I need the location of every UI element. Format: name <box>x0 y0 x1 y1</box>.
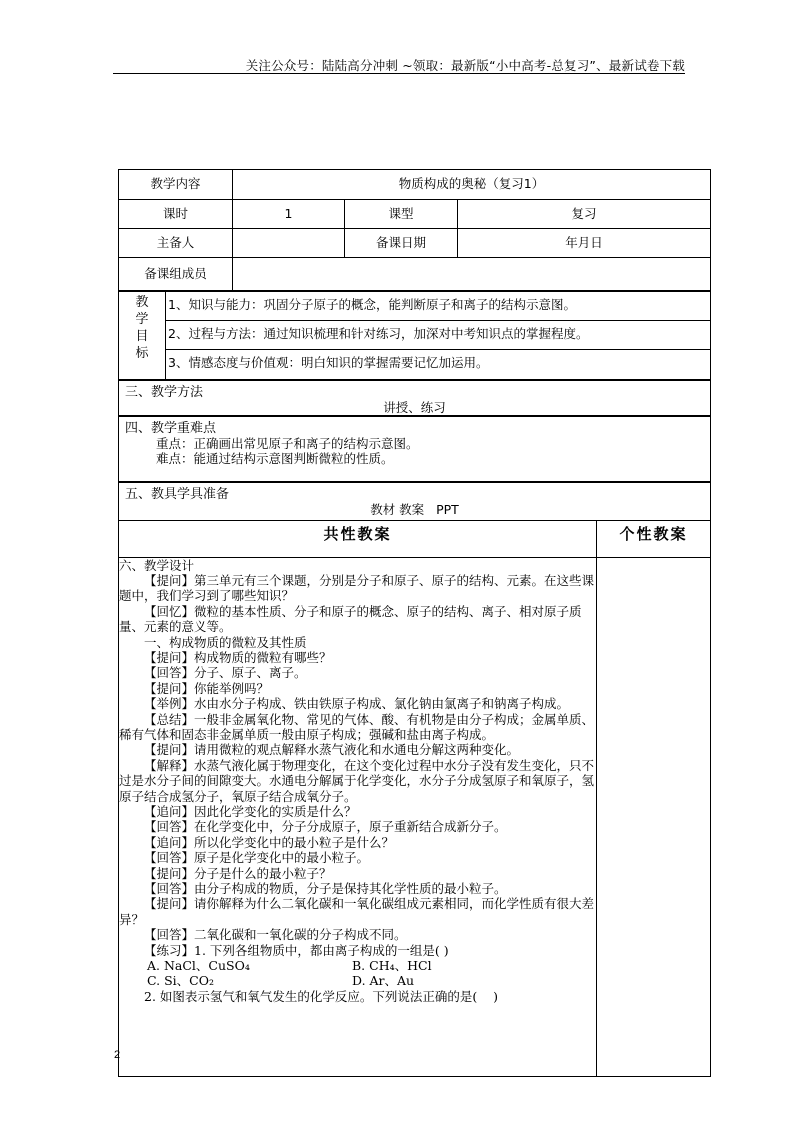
method-value: 讲授、练习 <box>383 400 446 415</box>
members-label: 备课组成员 <box>119 258 233 292</box>
design-paragraph: 【回答】二氧化碳和一氧化碳的分子构成不同。 <box>144 927 407 943</box>
tools-title: 五、教具学具准备 <box>125 487 230 502</box>
design-paragraph: 【举例】水由水分子构成、铁由铁原子构成、氯化钠由氯离子和钠离子构成。 <box>144 696 570 712</box>
design-paragraph: 【提问】第三单元有三个课题，分别是分子和原子、原子的结构、元素。在这些课题中，我们学习到了哪些知识？ <box>119 572 595 604</box>
header-rule <box>113 73 685 74</box>
row-column-heads <box>119 520 711 557</box>
row-tools <box>119 482 711 520</box>
design-paragraph: 【提问】请你解释为什么二氧化碳和一氧化碳组成元素相同，而化学性质有很大差异？ <box>119 896 595 927</box>
goal-item: 3、情感态度与价值观：明白知识的掌握需要记忆加运用。 <box>168 355 489 370</box>
period-label: 课时 <box>119 200 233 229</box>
goal-item: 1、知识与能力：巩固分子原子的概念，能判断原子和离子的结构示意图。 <box>166 292 710 321</box>
row-content <box>119 170 711 200</box>
row-key-points <box>119 416 711 482</box>
design-paragraph: 【追问】因此化学变化的实质是什么？ <box>144 804 357 819</box>
period-value: 1 <box>233 200 345 229</box>
design-paragraph: 【回答】由分子构成的物质，分子是保持其化学性质的最小粒子。 <box>144 881 507 897</box>
option-c: C. Si、CO₂ <box>147 973 214 989</box>
design-paragraph: 【提问】构成物质的微粒有哪些？ <box>144 649 332 665</box>
option-b: B. CH₄、HCl <box>352 958 432 974</box>
design-paragraph: 【总结】一般非金属氧化物、常见的气体、酸、有机物是由分子构成；金属单质、稀有气体和固态非金属单质一般由原子构成；强碱和盐由离子构成。 <box>119 711 595 742</box>
key-point: 重点：正确画出常见原子和离子的结构示意图。 <box>156 436 419 451</box>
design-paragraph: 【提问】请用微粒的观点解释水蒸气液化和水通电分解这两种变化。 <box>144 742 520 758</box>
design-paragraph: 【练习】1. 下列各组物质中，都由离子构成的一组是( ) <box>144 942 449 958</box>
content-value: 物质构成的奥秘（复习1） <box>233 170 711 200</box>
members-value <box>233 258 711 292</box>
type-label: 课型 <box>345 200 458 229</box>
type-value: 复习 <box>458 200 711 229</box>
personal-plan-heading: 个性教案 <box>597 520 711 557</box>
date-value: 年月日 <box>458 229 711 258</box>
row-period <box>119 200 711 229</box>
common-plan-heading: 共性教案 <box>119 520 597 557</box>
design-paragraph: 【提问】分子是什么的最小粒子？ <box>144 865 332 881</box>
question-2: 2. 如图表示氢气和氧气发生的化学反应。下列说法正确的是( ) <box>144 988 499 1004</box>
date-label: 备课日期 <box>345 229 458 258</box>
row-preparer <box>119 229 711 258</box>
preparer-value <box>233 229 345 258</box>
options-row <box>119 973 596 988</box>
row-goals <box>119 291 711 380</box>
design-paragraph: 一、构成物质的微粒及其性质 <box>144 634 307 650</box>
preparer-label: 主备人 <box>119 229 233 258</box>
difficult-point: 难点：能通过结构示意图判断微粒的性质。 <box>156 451 394 466</box>
option-d: D. Ar、Au <box>352 973 415 989</box>
lesson-plan-table <box>118 169 711 1077</box>
row-method <box>119 380 711 416</box>
personal-plan-cell <box>597 557 711 1076</box>
goal-item: 2、过程与方法：通过知识梳理和针对练习，加深对中考知识点的掌握程度。 <box>166 321 710 350</box>
page-number: 2 <box>114 1049 121 1061</box>
design-paragraph: 【提问】你能举例吗？ <box>144 680 270 696</box>
tools-value: 教材 教案 PPT <box>370 502 459 517</box>
method-title: 三、教学方法 <box>125 385 204 400</box>
design-paragraph: 【解释】水蒸气液化属于物理变化，在这个变化过程中水分子没有发生变化，只不过是水分子间的间隙变大。水通电分解属于化学变化，水分子分成氢原子和氧原子，氢原子结合成氢分子，氧原子结合成氧分子。 <box>119 757 595 804</box>
options-row <box>119 958 596 973</box>
content-label: 教学内容 <box>119 170 233 200</box>
row-members <box>119 258 711 292</box>
design-paragraph: 【回忆】微粒的基本性质、分子和原子的概念、原子的结构、离子、相对原子质量、元素的意义等。 <box>119 603 582 635</box>
design-title: 六、教学设计 <box>119 557 195 573</box>
teaching-design <box>119 557 597 1076</box>
design-paragraph: 【回答】在化学变化中，分子分成原子，原子重新结合成新分子。 <box>144 819 507 835</box>
design-paragraph: 【回答】分子、原子、离子。 <box>144 665 307 681</box>
key-points-title: 四、教学重难点 <box>125 421 217 436</box>
page-header: 关注公众号：陆陆高分冲刺 ~领取：最新版“小中高考-总复习”、最新试卷下载 <box>245 58 685 73</box>
option-a: A. NaCl、CuSO₄ <box>147 958 250 974</box>
design-paragraph: 【回答】原子是化学变化中的最小粒子。 <box>144 850 370 866</box>
goals-label: 教 学 目 标 <box>119 292 166 379</box>
row-design <box>119 557 711 1076</box>
design-paragraph: 【追问】所以化学变化中的最小粒子是什么？ <box>144 834 395 850</box>
